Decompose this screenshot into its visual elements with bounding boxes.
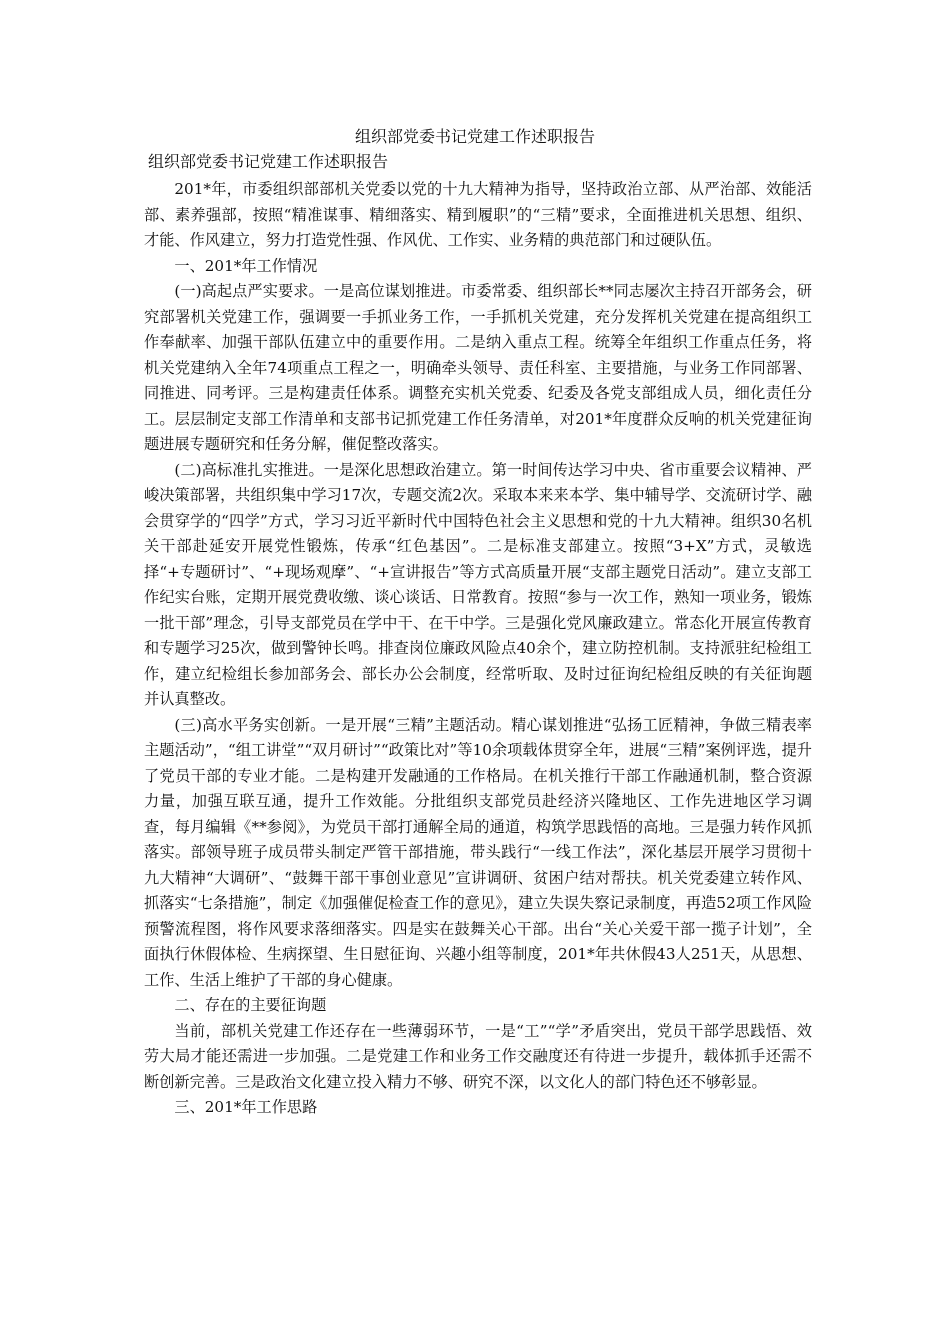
document-body: [144, 177, 812, 1121]
section-heading-1: 一、201*年工作情况: [174, 256, 318, 275]
document-title: 组织部党委书记党建工作述职报告: [354, 127, 595, 146]
paragraph-section-1-2: (二)高标准扎实推进。一是深化思想政治建立。第一时间传达学习中央、省市重要会议精神、严峻决策部署，共组织集中学习17次，专题交流2次。采取本来来本学、集中辅导学、交流研讨学、融会贯穿学的“四学”方式，学习习近平新时代中国特色社会主义思想和党的十九大精神。组织30名机关干部赴延安开展党性锻炼，传承“红色基因”。二是标准支部建立。按照“3+X”方式，灵敏选择“+专题研讨”、“+现场观摩”、“+宣讲报告”等方式高质量开展“支部主题党日活动”。建立支部工作纪实台账，定期开展党费收缴、谈心谈话、日常教育。按照“参与一次工作，熟知一项业务，锻炼一批干部”理念，引导支部党员在学中干、在干中学。三是强化党风廉政建立。常态化开展宣传教育和专题学习25次，做到警钟长鸣。排查岗位廉政风险点40余个，建立防控机制。支持派驻纪检组工作，建立纪检组长参加部务会、部长办公会制度，经常听取、及时过征询纪检组反映的有关征询题并认真整改。: [144, 460, 812, 708]
section-heading-3: 三、201*年工作思路: [174, 1098, 318, 1116]
document-subtitle: 组织部党委书记党建工作述职报告: [148, 152, 389, 171]
paragraph-intro: 201*年，市委组织部部机关党委以党的十九大精神为指导，坚持政治立部、从严治部、效能活部、素养强部，按照“精准谋事、精细落实、精到履职”的“三精”要求，全面推进机关思想、组织、才能、作风建立，努力打造党性强、作风优、工作实、业务精的典范部门和过硬队伍。: [144, 180, 812, 249]
paragraph-section-2: 当前，部机关党建工作还存在一些薄弱环节，一是“工”“学”矛盾突出，党员干部学思践悟、效劳大局才能还需进一步加强。二是党建工作和业务工作交融度还有待进一步提升，载体抓手还需不断创新完善。三是政治文化建立投入精力不够、研究不深，以文化人的部门特色还不够彰显。: [144, 1021, 812, 1091]
paragraph-section-1-3: (三)高水平务实创新。一是开展“三精”主题活动。精心谋划推进“弘扬工匠精神，争做三精表率主题活动”，“组工讲堂”“双月研讨”“政策比对”等10余项载体贯穿全年，进展“三精”案例评选，提升了党员干部的专业才能。二是构建开发融通的工作格局。在机关推行干部工作融通机制，整合资源力量，加强互联互通，提升工作效能。分批组织支部党员赴经济兴隆地区、工作先进地区学习调查，每月编辑《**参阅》，为党员干部打通解全局的通道，构筑学思践悟的高地。三是强力转作风抓落实。部领导班子成员带头制定严管干部措施，带头践行“一线工作法”，深化基层开展学习贯彻十九大精神“大调研”、“鼓舞干部干事创业意见”宣讲调研、贫困户结对帮扶。机关党委建立转作风、抓落实“七条措施”，制定《加强催促检查工作的意见》，建立失误失察记录制度，再造52项工作风险预警流程图，将作风要求落细落实。四是实在鼓舞关心干部。出台“关心关爱干部一揽子计划”，全面执行休假体检、生病探望、生日慰征询、兴趣小组等制度，201*年共休假43人251天，从思想、工作、生活上维护了干部的身心健康。: [144, 715, 812, 989]
paragraph-section-1-1: (一)高起点严实要求。一是高位谋划推进。市委常委、组织部长**同志屡次主持召开部务会，研究部署机关党建工作，强调要一手抓业务工作，一手抓机关党建，充分发挥机关党建在提高组织工作奉献率、加强干部队伍建立中的重要作用。二是纳入重点工程。统筹全年组织工作重点任务，将机关党建纳入全年74项重点工程之一，明确牵头领导、责任科室、主要措施，与业务工作同部署、同推进、同考评。三是构建责任体系。调整充实机关党委、纪委及各党支部组成人员，细化责任分工。层层制定支部工作清单和支部书记抓党建工作任务清单，对201*年度群众反响的机关党建征询题进展专题研究和任务分解，催促整改落实。: [144, 282, 812, 453]
section-heading-2: 二、存在的主要征询题: [174, 996, 327, 1014]
